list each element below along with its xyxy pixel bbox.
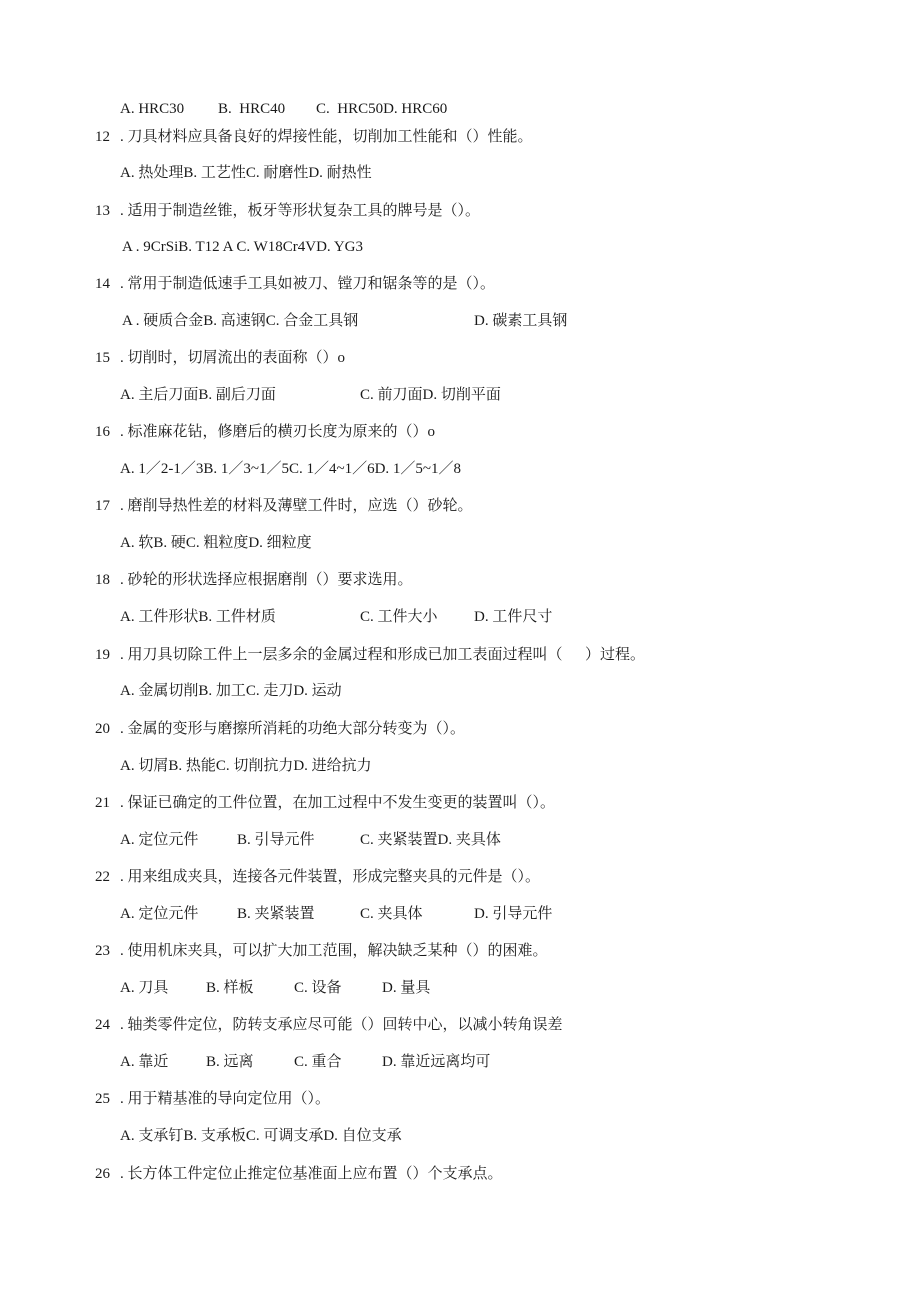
options-q20 xyxy=(0,756,920,776)
question-number: 25 xyxy=(95,1091,110,1107)
question-number: 22 xyxy=(95,869,110,885)
option-text: C. 前刀面D. 切削平面 xyxy=(360,387,501,403)
question-19 xyxy=(0,645,920,665)
question-12 xyxy=(0,127,920,147)
option-text: A. 定位元件 xyxy=(120,906,199,922)
question-number: 21 xyxy=(95,795,110,811)
question-22 xyxy=(0,867,920,887)
option-text: A. HRC30 xyxy=(120,101,185,117)
question-stem: . 轴类零件定位，防转支承应尽可能（）回转中心，以减小转角误差 xyxy=(120,1017,563,1033)
option-text: A. 刀具 xyxy=(120,980,169,996)
option-text: C. 设备 xyxy=(294,980,342,996)
question-stem: . 磨削导热性差的材料及薄壁工件时，应选（）砂轮。 xyxy=(120,498,473,514)
options-q22 xyxy=(0,904,920,924)
option-text: B. 引导元件 xyxy=(237,832,315,848)
question-number: 24 xyxy=(95,1017,110,1033)
question-number: 17 xyxy=(95,498,110,514)
option-text: A. 切屑B. 热能C. 切削抗力D. 进给抗力 xyxy=(120,758,372,774)
options-q13 xyxy=(0,237,920,257)
question-stem: . 砂轮的形状选择应根据磨削（）要求选用。 xyxy=(120,572,413,588)
options-q23 xyxy=(0,978,920,998)
question-14 xyxy=(0,274,920,294)
options-q19 xyxy=(0,681,920,701)
options-q12 xyxy=(0,163,920,183)
options-q15 xyxy=(0,385,920,405)
option-text: D. 工件尺寸 xyxy=(474,609,553,625)
options-q17 xyxy=(0,533,920,553)
options-q24 xyxy=(0,1052,920,1072)
option-text: C. 夹具体 xyxy=(360,906,423,922)
question-number: 19 xyxy=(95,647,110,663)
question-24 xyxy=(0,1015,920,1035)
question-23 xyxy=(0,941,920,961)
options-q25 xyxy=(0,1126,920,1146)
option-text: A. 1／2-1／3B. 1／3~1／5C. 1／4~1／6D. 1／5~1／8 xyxy=(120,461,462,477)
question-stem: . 刀具材料应具备良好的焊接性能，切削加工性能和（）性能。 xyxy=(120,129,533,145)
option-text: A . 9CrSiB. T12 A C. W18Cr4VD. YG3 xyxy=(122,239,364,255)
option-text: A. 金属切削B. 加工C. 走刀D. 运动 xyxy=(120,683,342,699)
option-text: B. 远离 xyxy=(206,1054,254,1070)
options-q21 xyxy=(0,830,920,850)
option-text: B. 样板 xyxy=(206,980,254,996)
option-text: A. 靠近 xyxy=(120,1054,169,1070)
option-text: C. HRC50D. HRC60 xyxy=(316,101,448,117)
question-20 xyxy=(0,719,920,739)
option-text: D. 引导元件 xyxy=(474,906,553,922)
question-stem: . 使用机床夹具，可以扩大加工范围，解决缺乏某种（）的困难。 xyxy=(120,943,548,959)
option-text: D. 碳素工具钢 xyxy=(474,313,568,329)
question-15 xyxy=(0,348,920,368)
question-stem: . 适用于制造丝锥，板牙等形状复杂工具的牌号是（）。 xyxy=(120,203,481,219)
question-stem: . 切削时，切屑流出的表面称（）o xyxy=(120,350,346,366)
options-q11 xyxy=(0,99,920,119)
option-text: C. 重合 xyxy=(294,1054,342,1070)
option-text: A. 软B. 硬C. 粗粒度D. 细粒度 xyxy=(120,535,312,551)
options-q18 xyxy=(0,607,920,627)
option-text: B. HRC40 xyxy=(218,101,286,117)
question-stem: . 保证已确定的工件位置，在加工过程中不发生变更的装置叫（）。 xyxy=(120,795,556,811)
option-text: D. 靠近远离均可 xyxy=(382,1054,491,1070)
question-18 xyxy=(0,570,920,590)
question-stem: . 标准麻花钻，修磨后的横刃长度为原来的（）o xyxy=(120,424,436,440)
question-number: 13 xyxy=(95,203,110,219)
question-number: 26 xyxy=(95,1166,110,1182)
option-text: A. 定位元件 xyxy=(120,832,199,848)
option-text: C. 工件大小 xyxy=(360,609,438,625)
question-number: 23 xyxy=(95,943,110,959)
question-13 xyxy=(0,201,920,221)
question-stem: . 用来组成夹具，连接各元件装置，形成完整夹具的元件是（）。 xyxy=(120,869,541,885)
options-q16 xyxy=(0,459,920,479)
question-number: 20 xyxy=(95,721,110,737)
option-text: A. 主后刀面B. 副后刀面 xyxy=(120,387,276,403)
question-number: 16 xyxy=(95,424,110,440)
question-25 xyxy=(0,1089,920,1109)
option-text: B. 夹紧装置 xyxy=(237,906,315,922)
question-21 xyxy=(0,793,920,813)
question-16 xyxy=(0,422,920,442)
option-text: A. 热处理B. 工艺性C. 耐磨性D. 耐热性 xyxy=(120,165,372,181)
question-stem: . 用于精基准的导向定位用（）。 xyxy=(120,1091,331,1107)
option-text: D. 量具 xyxy=(382,980,431,996)
question-stem: . 用刀具切除工件上一层多余的金属过程和形成已加工表面过程叫（ ）过程。 xyxy=(120,647,646,663)
option-text: C. 夹紧装置D. 夹具体 xyxy=(360,832,501,848)
question-number: 18 xyxy=(95,572,110,588)
question-number: 15 xyxy=(95,350,110,366)
question-17 xyxy=(0,496,920,516)
options-q14 xyxy=(0,311,920,331)
question-stem: . 金属的变形与磨擦所消耗的功绝大部分转变为（）。 xyxy=(120,721,466,737)
question-stem: . 长方体工件定位止推定位基准面上应布置（）个支承点。 xyxy=(120,1166,503,1182)
question-stem: . 常用于制造低速手工具如被刀、镗刀和锯条等的是（）。 xyxy=(120,276,496,292)
option-text: A . 硬质合金B. 高速钢C. 合金工具钢 xyxy=(122,313,359,329)
option-text: A. 支承钉B. 支承板C. 可调支承D. 自位支承 xyxy=(120,1128,402,1144)
question-number: 12 xyxy=(95,129,110,145)
question-26 xyxy=(0,1164,920,1184)
option-text: A. 工件形状B. 工件材质 xyxy=(120,609,276,625)
question-number: 14 xyxy=(95,276,110,292)
